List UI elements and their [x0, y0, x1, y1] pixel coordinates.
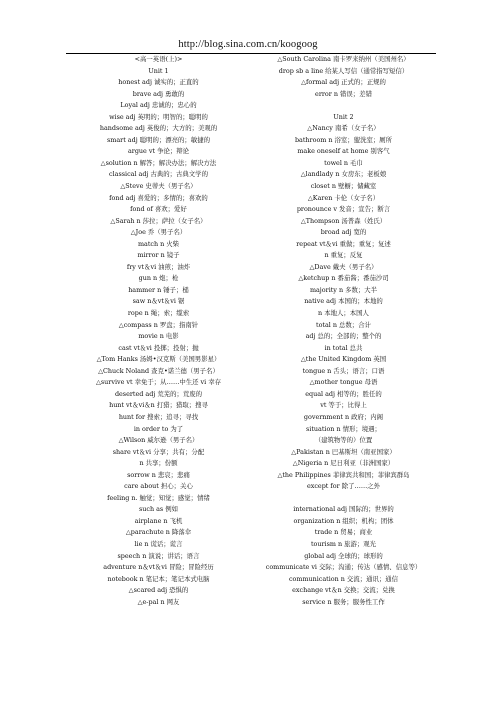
vocab-line: error n 错误；差错: [315, 89, 372, 98]
vocab-line: △Thompson 汤普森（姓氏）: [300, 216, 387, 225]
vocab-line: in order to 为了: [133, 424, 184, 433]
vocab-line: majority n 多数；大半: [309, 285, 378, 294]
vocab-line: n 重复；反复: [324, 251, 363, 260]
vocab-line: global adj 全球的；球形的: [304, 551, 383, 560]
vocab-line: gun n 炮；枪: [138, 274, 179, 283]
vocab-line: towel n 毛巾: [324, 158, 363, 167]
vocab-line: government n 政府；内阁: [303, 412, 384, 421]
vocab-line: organization n 组织；机构；团体: [293, 516, 394, 525]
vocab-line: exchange vt＆n 交换；交流；兑换: [292, 586, 395, 595]
vocab-line: lie n 谎话；谎言: [134, 539, 183, 548]
vocab-line: cast vt＆vi 投掷；投射；抛: [118, 343, 199, 352]
vocab-line: △parachute n 降落伞: [125, 528, 192, 537]
vocab-line: service n 服务；服务性工作: [302, 597, 385, 606]
vocab-line: airplane n 飞机: [134, 516, 183, 525]
vocab-line: n 本地人；本国人: [318, 309, 369, 318]
vocab-line: argue vt 争论；辩论: [127, 147, 190, 156]
vocab-line: △scared adj 恐惧的: [128, 586, 189, 595]
vocab-line: △landlady n 女房东；老板娘: [300, 170, 387, 179]
left-column: [66, 54, 251, 608]
vocab-line: feeling n. 触觉；知觉；感觉；情绪: [107, 493, 210, 502]
vocab-line: except for 除了……之外: [306, 482, 381, 491]
vocab-line: vt 等于；比得上: [320, 401, 367, 410]
vocab-line: movie n 电影: [138, 332, 179, 341]
vocab-line: △South Carolina 南卡罗来纳州（美国州名）: [277, 55, 410, 63]
page-header-url[interactable]: http://blog.sina.com.cn/koogoog: [178, 39, 318, 50]
vocab-line: △Nancy 南希（女子名）: [307, 124, 380, 133]
vocab-line: mirror n 镜子: [137, 251, 180, 260]
vocab-line: smart adj 聪明的；漂亮的；敏捷的: [106, 135, 210, 144]
vocab-line: △Karen 卡伦（女子名）: [307, 193, 380, 202]
vocab-line: deserted adj 荒芜的；荒废的: [114, 389, 203, 398]
vocab-line: △Tom Hanks 汤姆•汉克斯（美国男影星）: [96, 355, 221, 364]
vocab-line: total n 总数；合计: [316, 320, 371, 329]
vocab-line: hunt for 搜索；追寻；寻找: [118, 412, 199, 421]
vocab-line: △survive vt 幸免于；从……中生还 vi 幸存: [95, 378, 222, 387]
vocab-line: drop sb a line 给某人写信（通常指写短信）: [278, 66, 409, 75]
vocab-line: Unit 2: [333, 112, 354, 121]
vocab-line: classical adj 古典的；古典文学的: [109, 170, 208, 179]
vocab-line: care about 担心；关心: [124, 482, 193, 491]
vocab-line: △the United Kingdom 英国: [300, 355, 387, 364]
vocab-line: △formal adj 正式的；正规的: [301, 78, 386, 87]
vocab-line: notebook n 笔记本；笔记本式电脑: [107, 574, 210, 583]
vocab-line: closet n 壁橱；储藏室: [310, 182, 377, 191]
vocab-line: repeat vt＆vi 重做；重复；复述: [296, 239, 391, 248]
vocab-line: [251, 100, 436, 112]
vocab-line: Unit 1: [148, 66, 169, 75]
vocab-line: △Wilson 威尔逊（男子名）: [118, 436, 199, 445]
vocab-line: △Dave 戴夫（男子名）: [309, 262, 378, 271]
vocab-line: handsome adj 英俊的；大方的；美观的: [99, 124, 218, 133]
vocab-line: fond of 喜欢；爱好: [130, 205, 187, 214]
vocab-line: trade n 贸易；商业: [314, 528, 373, 537]
vocab-line: situation n 情形；境遇；: [306, 424, 381, 433]
vocab-line: △Sarah n 莎拉；萨拉（女子名）: [110, 216, 207, 225]
vocab-line: honest adj 诚实的；正直的: [118, 78, 199, 87]
vocab-line: sorrow n 悲哀；悲痛: [127, 470, 190, 479]
vocab-line: broad adj 宽的: [320, 228, 367, 237]
vocab-line: adventure n＆vt＆vi 冒险；冒险经历: [103, 563, 214, 572]
vocab-line: △Joe 乔（男子名）: [130, 228, 187, 237]
vocab-line: match n 火柴: [137, 239, 180, 248]
vocab-line: tourism n 旅游；观光: [310, 539, 377, 548]
vocab-line: saw n＆vt＆vi 锯: [132, 297, 185, 306]
vocab-line: <高一英语(上)>: [134, 55, 183, 63]
vocab-line: △Pakistan n 巴基斯坦（南亚国家）: [291, 447, 396, 456]
vocab-line: in total 总共: [324, 343, 363, 352]
vocab-line: rope n 绳；索；缆索: [127, 309, 190, 318]
vocab-line: △ketchup n 番茄酱；番茄沙司: [298, 274, 389, 283]
vocab-line: such as 例如: [138, 505, 179, 514]
right-column: [251, 54, 436, 608]
vocab-line: △e-pal n 网友: [137, 597, 180, 606]
vocab-line: hunt vt＆vi＆n 打猎；猎取；搜寻: [109, 401, 208, 410]
vocab-line: make oneself at home 别客气: [297, 147, 390, 156]
vocab-line: hammer n 锤子；槌: [128, 285, 189, 294]
vocab-line: △Chuck Noland 查克•诺兰德（男子名）: [98, 366, 219, 375]
vocab-line: Loyal adj 忠诚的；忠心的: [120, 101, 197, 110]
vocab-line: international adj 国际的；世界的: [293, 505, 394, 514]
vocab-line: communication n 交流；通讯；通信: [288, 574, 399, 583]
vocab-line: △Steve 史蒂夫（男子名）: [120, 182, 197, 191]
vocab-line: △mother tongue 母语: [309, 378, 378, 387]
vocab-line: △Nigeria n 尼日利亚（非洲国家）: [292, 459, 395, 468]
vocab-line: [251, 493, 436, 505]
vocab-line: native adj 本国的；本地的: [304, 297, 383, 306]
vocab-line: （建筑物等的）位置: [314, 436, 373, 445]
vocab-line: △the Philippines 菲律宾共和国；菲律宾群岛: [277, 470, 410, 479]
vocab-line: n 共享；份额: [139, 459, 178, 468]
vocab-line: brave adj 勇敢的: [132, 89, 185, 98]
vocab-line: bathroom n 浴室；盥洗室；厕所: [294, 135, 393, 144]
vocab-line: equal adj 相等的；胜任的: [305, 389, 382, 398]
vocab-line: wise adj 英明的；明智的；聪明的: [109, 112, 208, 121]
vocab-line: △solution n 解答；解决办法；解决方法: [100, 158, 217, 167]
vocab-line: speech n 演说；讲话；语言: [117, 551, 200, 560]
vocab-line: communicate vi 交际；沟通；传达（感情、信息等）: [265, 563, 422, 572]
vocab-line: fond adj 喜爱的；多情的；喜欢的: [109, 193, 208, 202]
vocab-line: share vt＆vi 分享；共有；分配: [112, 447, 205, 456]
vocab-line: adj 总的；全部的；整个的: [305, 332, 382, 341]
vocab-line: pronounce v 发音；宣告；断言: [296, 205, 391, 214]
vocab-line: tongue n 舌头；语言；口语: [302, 366, 385, 375]
vocab-line: fry vt＆vi 油煎；油炸: [126, 262, 191, 271]
vocab-line: △compass n 罗盘；指南针: [118, 320, 199, 329]
